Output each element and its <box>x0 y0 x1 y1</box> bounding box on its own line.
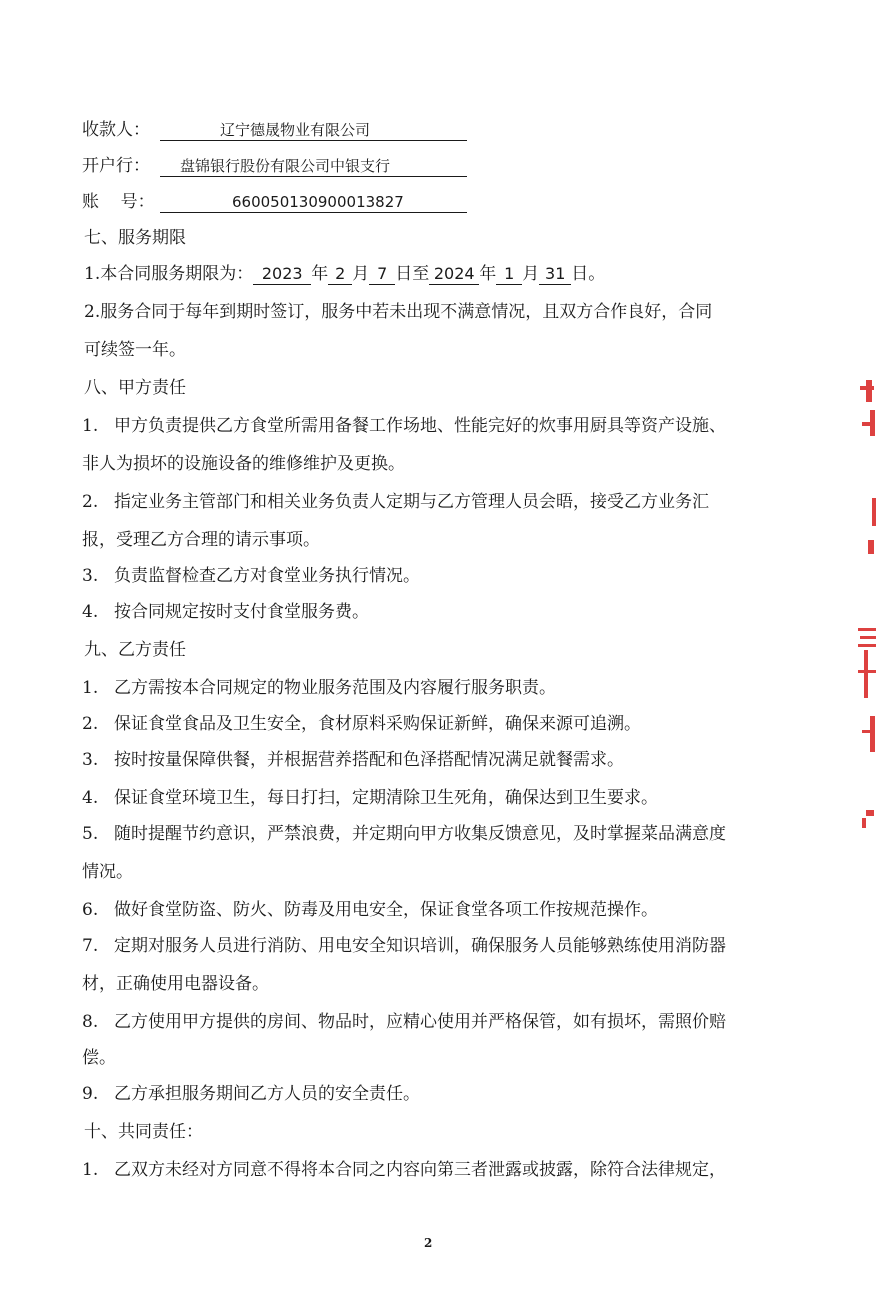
account-label: 账 号： <box>82 192 155 212</box>
payee-value: 辽宁德晟物业有限公司 <box>160 120 467 141</box>
sec8-item-2-num: 2. <box>82 492 99 512</box>
day-to: 日至 <box>395 264 430 284</box>
payee-label: 收款人： <box>82 120 150 140</box>
end-month: 1 <box>496 264 522 285</box>
sec9-item-1-text: 乙方需按本合同规定的物业服务范围及内容履行服务职责。 <box>114 678 556 698</box>
sec9-item-3-text: 按时按量保障供餐，并根据营养搭配和色泽搭配情况满足就餐需求。 <box>114 750 624 770</box>
section-10-heading: 十、共同责任： <box>84 1122 203 1142</box>
seal-stamp-fragment <box>852 380 880 840</box>
sec9-item-4 <box>82 786 658 810</box>
bank-row <box>82 154 467 178</box>
sec9-item-5-num: 5. <box>82 824 99 844</box>
sec9-item-4-num: 4. <box>82 788 99 808</box>
sec9-item-7-text: 定期对服务人员进行消防、用电安全知识培训，确保服务人员能够熟练使用消防器 <box>114 936 726 956</box>
account-row <box>82 190 467 214</box>
sec9-item-7 <box>82 934 726 958</box>
sec9-item-6-num: 6. <box>82 900 99 920</box>
sec10-item-1 <box>82 1158 726 1182</box>
sec9-item-9 <box>82 1082 420 1106</box>
sec9-item-3 <box>82 748 624 772</box>
sec8-item-3-text: 负责监督检查乙方对食堂业务执行情况。 <box>114 566 420 586</box>
section-7-heading: 七、服务期限 <box>84 228 186 248</box>
sec9-item-5-text: 随时提醒节约意识，严禁浪费，并定期向甲方收集反馈意见，及时掌握菜品满意度 <box>114 824 726 844</box>
start-month: 2 <box>328 264 352 285</box>
section-8-heading: 八、甲方责任 <box>84 378 186 398</box>
sec10-item-1-text: 乙双方未经对方同意不得将本合同之内容向第三者泄露或披露，除符合法律规定， <box>114 1160 726 1180</box>
sec8-item-4-num: 4. <box>82 602 99 622</box>
sec9-item-5-cont: 情况。 <box>82 862 133 882</box>
sec7-item1-prefix: 1.本合同服务期限为： <box>84 264 254 284</box>
sec9-item-1 <box>82 676 556 700</box>
month-char-1: 月 <box>352 264 370 284</box>
start-day: 7 <box>369 264 395 285</box>
sec8-item-1-num: 1. <box>82 416 99 436</box>
year-char-1: 年 <box>311 264 329 284</box>
sec9-item-8-text: 乙方使用甲方提供的房间、物品时，应精心使用并严格保管，如有损坏，需照价赔 <box>114 1012 726 1032</box>
sec9-item-2 <box>82 712 641 736</box>
sec8-item-2-text: 指定业务主管部门和相关业务负责人定期与乙方管理人员会晤，接受乙方业务汇 <box>114 492 709 512</box>
end-day: 31 <box>539 264 571 285</box>
sec9-item-8-cont: 偿。 <box>82 1048 116 1068</box>
month-char-2: 月 <box>522 264 540 284</box>
sec9-item-7-cont: 材，正确使用电器设备。 <box>82 974 269 994</box>
end-year: 2024 <box>429 264 479 285</box>
sec9-item-2-num: 2. <box>82 714 99 734</box>
sec8-item-3-num: 3. <box>82 566 99 586</box>
sec8-item-2 <box>82 490 709 514</box>
sec9-item-7-num: 7. <box>82 936 99 956</box>
sec8-item-4-text: 按合同规定按时支付食堂服务费。 <box>114 602 369 622</box>
sec8-item-2-cont: 报，受理乙方合理的请示事项。 <box>82 530 320 550</box>
sec9-item-4-text: 保证食堂环境卫生，每日打扫，定期清除卫生死角，确保达到卫生要求。 <box>114 788 658 808</box>
sec8-item-4 <box>82 600 369 624</box>
payee-row <box>82 118 467 142</box>
year-char-2: 年 <box>479 264 497 284</box>
section-9-heading: 九、乙方责任 <box>84 640 186 660</box>
start-year: 2023 <box>253 264 311 285</box>
sec9-item-8 <box>82 1010 726 1034</box>
page-number: 2 <box>424 1236 433 1250</box>
sec8-item-1-text: 甲方负责提供乙方食堂所需用备餐工作场地、性能完好的炊事用厨具等资产设施、 <box>114 416 726 436</box>
sec9-item-2-text: 保证食堂食品及卫生安全，食材原料采购保证新鲜，确保来源可追溯。 <box>114 714 641 734</box>
sec9-item-9-num: 9. <box>82 1084 99 1104</box>
bank-label: 开户行： <box>82 156 150 176</box>
sec8-item-3 <box>82 564 420 588</box>
account-value: 660050130900013827 <box>160 192 467 213</box>
sec9-item-3-num: 3. <box>82 750 99 770</box>
sec8-item-1 <box>82 414 726 438</box>
sec10-item-1-num: 1. <box>82 1160 99 1180</box>
day-end: 日。 <box>571 264 606 284</box>
sec9-item-8-num: 8. <box>82 1012 99 1032</box>
sec7-item-1 <box>84 262 605 286</box>
sec9-item-5 <box>82 822 726 846</box>
sec9-item-6 <box>82 898 658 922</box>
sec9-item-6-text: 做好食堂防盗、防火、防毒及用电安全，保证食堂各项工作按规范操作。 <box>114 900 658 920</box>
sec9-item-1-num: 1. <box>82 678 99 698</box>
sec9-item-9-text: 乙方承担服务期间乙方人员的安全责任。 <box>114 1084 420 1104</box>
sec7-item-2-line-1: 2.服务合同于每年到期时签订，服务中若未出现不满意情况，且双方合作良好，合同 <box>84 302 713 322</box>
sec8-item-1-cont: 非人为损坏的设施设备的维修维护及更换。 <box>82 454 405 474</box>
bank-value: 盘锦银行股份有限公司中银支行 <box>160 156 467 177</box>
sec7-item-2-line-2: 可续签一年。 <box>84 340 186 360</box>
